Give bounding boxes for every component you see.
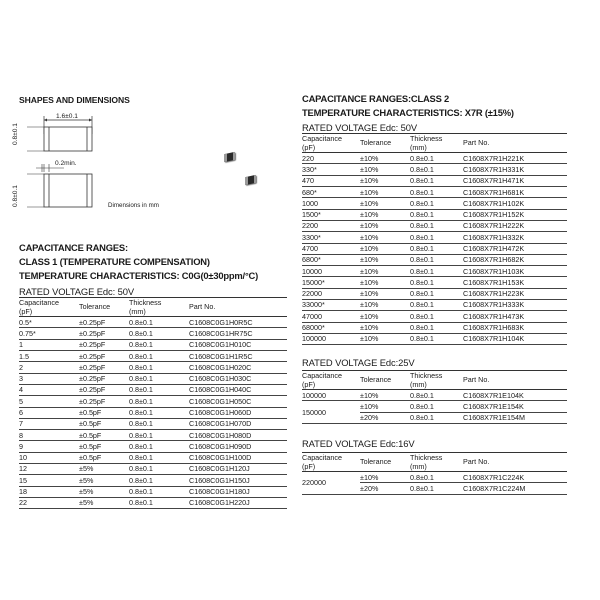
thickness-cell: 0.8±0.1	[129, 419, 153, 429]
tolerance-cell: ±0.25pF	[79, 340, 106, 350]
part-no-cell: C1608X7R1H222K	[463, 221, 525, 231]
part-no-cell: C1608X7R1H473K	[463, 311, 525, 321]
table-row	[302, 288, 567, 299]
table-row	[302, 175, 567, 186]
part-no-cell: C1608X7R1H103K	[463, 266, 525, 276]
class1-title-line3: TEMPERATURE CHARACTERISTICS: C0G(0±30ppm/°C)	[19, 270, 258, 281]
capacitance-cell: 10000	[302, 266, 322, 276]
tolerance-cell: ±10%	[360, 472, 379, 482]
table-row	[19, 396, 287, 407]
tolerance-cell: ±10%	[360, 210, 379, 220]
part-no-cell: C1608C0G1H070D	[189, 419, 252, 429]
table-row	[19, 486, 287, 497]
capacitance-cell: 100000	[302, 390, 326, 400]
capacitance-cell: 2	[19, 362, 23, 372]
tolerance-cell: ±5%	[79, 475, 94, 485]
class2-16v-rated-voltage: RATED VOLTAGE Edc:16V	[302, 438, 415, 449]
capacitance-cell: 6	[19, 408, 23, 417]
capacitance-cell: 12	[19, 464, 27, 474]
tolerance-cell: ±5%	[79, 464, 94, 474]
tolerance-header: Tolerance	[79, 302, 111, 312]
table-row	[302, 277, 567, 288]
capacitance-cell: 220000	[302, 472, 360, 495]
part-no-cell: C1608C0G1H180J	[189, 487, 250, 497]
tolerance-cell: ±10%	[360, 323, 379, 333]
thickness-cell: 0.8±0.1	[410, 483, 434, 493]
part-no-cell: C1608C0G1H090D	[189, 441, 252, 451]
capacitance-cell: 8	[19, 430, 23, 440]
thickness-cell: 0.8±0.1	[129, 362, 153, 372]
tolerance-cell: ±10%	[360, 390, 379, 400]
thickness-cell: 0.8±0.1	[410, 323, 434, 333]
table-header-row	[302, 371, 567, 390]
thickness-cell: 0.8±0.1	[410, 164, 434, 174]
thickness-cell: 0.8±0.1	[410, 334, 434, 344]
tolerance-cell: ±10%	[360, 255, 379, 265]
table-row	[302, 187, 567, 198]
tolerance-cell: ±10%	[360, 334, 379, 344]
part-no-cell: C1608X7R1E104K	[463, 390, 524, 400]
capacitance-cell: 5	[19, 396, 23, 406]
thickness-cell: 0.8±0.1	[410, 266, 434, 276]
tolerance-cell: ±0.25pF	[79, 351, 106, 361]
capacitance-cell: 220	[302, 153, 314, 163]
class2-heading	[302, 92, 514, 120]
tolerance-cell: ±10%	[360, 176, 379, 186]
capacitance-cell: 3	[19, 374, 23, 384]
tolerance-cell: ±10%	[360, 187, 379, 197]
table-row	[19, 452, 287, 463]
capacitance-cell: 330*	[302, 164, 317, 174]
thickness-cell: 0.8±0.1	[129, 430, 153, 440]
part-no-cell: C1608C0G1H040C	[189, 385, 252, 395]
table-header-row	[302, 134, 567, 153]
class1-title-line1: CAPACITANCE RANGES:	[19, 242, 128, 253]
table-row	[19, 441, 287, 452]
class2-25v-rated-voltage: RATED VOLTAGE Edc:25V	[302, 357, 415, 368]
table-row	[19, 373, 287, 384]
thickness-cell: 0.8±0.1	[129, 464, 153, 474]
tolerance-cell: ±10%	[360, 221, 379, 231]
table-row	[19, 384, 287, 395]
part-no-cell: C1608X7R1C224M	[463, 483, 526, 493]
thickness-cell: 0.8±0.1	[129, 340, 153, 350]
class1-title-line2: CLASS 1 (TEMPERATURE COMPENSATION)	[19, 256, 210, 267]
capacitance-cell: 10	[19, 453, 27, 463]
dimensions-note: Dimensions in mm	[108, 202, 159, 209]
thickness-cell: 0.8±0.1	[129, 408, 153, 417]
thickness-cell: 0.8±0.1	[129, 328, 153, 338]
table-row	[19, 351, 287, 362]
part-no-cell: C1608C0G1H100D	[189, 453, 252, 463]
class2-16v-table	[302, 452, 567, 495]
tolerance-header: Tolerance	[360, 138, 392, 148]
part-no-cell: C1608C0G1H010C	[189, 340, 252, 350]
table-header-row	[302, 453, 567, 472]
table-row	[19, 475, 287, 486]
tolerance-cell: ±0.5pF	[79, 453, 102, 463]
class1-table	[19, 297, 287, 509]
part-no-cell: C1608X7R1E154K	[463, 401, 524, 411]
part-no-cell: C1608X7R1C224K	[463, 472, 525, 482]
capacitance-cell: 2200	[302, 221, 318, 231]
table-row	[302, 232, 567, 243]
table-row	[19, 497, 287, 508]
class2-title-line2: TEMPERATURE CHARACTERISTICS: X7R (±15%)	[302, 107, 514, 118]
thickness-cell: 0.8±0.1	[410, 210, 434, 220]
tolerance-cell: ±10%	[360, 266, 379, 276]
capacitance-cell: 1000	[302, 198, 318, 208]
tolerance-cell: ±0.25pF	[79, 317, 106, 327]
thickness-cell: 0.8±0.1	[129, 453, 153, 463]
tolerance-cell: ±10%	[360, 198, 379, 208]
capacitance-cell: 15000*	[302, 277, 325, 287]
capacitance-cell: 1.5	[19, 351, 29, 361]
thickness-cell: 0.8±0.1	[410, 289, 434, 299]
thickness-cell: 0.8±0.1	[410, 232, 434, 242]
thickness-cell: 0.8±0.1	[410, 153, 434, 163]
tolerance-cell: ±10%	[360, 244, 379, 253]
tolerance-cell: ±5%	[79, 487, 94, 497]
capacitance-cell: 150000	[302, 401, 360, 424]
part-no-cell: C1608C0G1HR75C	[189, 328, 253, 338]
table-row	[302, 472, 567, 483]
capacitance-header: Capacitance (pF)	[302, 453, 342, 471]
tolerance-cell: ±20%	[360, 483, 379, 493]
tolerance-cell: ±0.5pF	[79, 419, 102, 429]
terminal-dimension-label: 0.2min.	[55, 160, 77, 167]
thickness-cell: 0.8±0.1	[410, 244, 434, 253]
table-row	[19, 430, 287, 441]
capacitance-cell: 4700	[302, 244, 318, 253]
tolerance-cell: ±10%	[360, 232, 379, 242]
thickness-cell: 0.8±0.1	[410, 277, 434, 287]
capacitance-cell: 9	[19, 441, 23, 451]
table-header-row	[19, 298, 287, 317]
table-row	[19, 328, 287, 339]
class2-50v-table	[302, 133, 567, 345]
part-no-cell: C1608X7R1H682K	[463, 255, 525, 265]
thickness-cell: 0.8±0.1	[410, 413, 434, 423]
part-no-cell: C1608X7R1H102K	[463, 198, 525, 208]
part-no-cell: C1608C0G1H020C	[189, 362, 252, 372]
table-row	[19, 464, 287, 475]
class1-heading	[19, 241, 258, 283]
table-row	[19, 339, 287, 350]
table-row	[302, 220, 567, 231]
chip-photo-1	[224, 152, 235, 162]
table-row	[302, 300, 567, 311]
thickness-cell: 0.8±0.1	[129, 351, 153, 361]
part-no-cell: C1608C0G1H080D	[189, 430, 252, 440]
thickness-cell: 0.8±0.1	[410, 255, 434, 265]
tolerance-header: Tolerance	[360, 457, 392, 467]
tolerance-cell: ±10%	[360, 164, 379, 174]
thickness-header: Thickness (mm)	[129, 298, 162, 316]
capacitance-cell: 470	[302, 176, 314, 186]
part-no-cell: C1608X7R1H153K	[463, 277, 525, 287]
thickness-cell: 0.8±0.1	[410, 390, 434, 400]
capacitance-cell: 47000	[302, 311, 322, 321]
capacitance-cell: 1500*	[302, 210, 321, 220]
capacitance-cell: 0.75*	[19, 328, 36, 338]
thickness-cell: 0.8±0.1	[410, 311, 434, 321]
tolerance-cell: ±10%	[360, 311, 379, 321]
class1-rated-voltage: RATED VOLTAGE Edc: 50V	[19, 286, 135, 297]
tolerance-cell: ±0.5pF	[79, 408, 102, 417]
capacitance-cell: 22	[19, 498, 27, 508]
part-no-cell: C1608X7R1H223K	[463, 289, 525, 299]
capacitance-cell: 68000*	[302, 323, 325, 333]
table-row	[302, 390, 567, 401]
tolerance-cell: ±0.25pF	[79, 362, 106, 372]
height-dimension-label-top: 0.8±0.1	[12, 123, 19, 145]
tolerance-cell: ±10%	[360, 277, 379, 287]
table-row	[302, 311, 567, 322]
capacitance-cell: 3300*	[302, 232, 321, 242]
table-row	[302, 164, 567, 175]
part-no-cell: C1608X7R1H681K	[463, 187, 525, 197]
tolerance-cell: ±0.25pF	[79, 385, 106, 395]
table-row	[302, 333, 567, 344]
capacitance-cell: 100000	[302, 334, 326, 344]
capacitance-cell: 22000	[302, 289, 322, 299]
table-row	[19, 362, 287, 373]
thickness-cell: 0.8±0.1	[410, 221, 434, 231]
capacitance-cell: 15	[19, 475, 27, 485]
part-no-cell: C1608C0G1H030C	[189, 374, 252, 384]
part-no-cell: C1608X7R1H331K	[463, 164, 525, 174]
tolerance-cell: ±0.25pF	[79, 396, 106, 406]
chip-photo-2	[245, 175, 256, 185]
table-row	[302, 243, 567, 254]
capacitance-header: Capacitance (pF)	[302, 371, 342, 389]
thickness-cell: 0.8±0.1	[129, 317, 153, 327]
table-row	[302, 322, 567, 333]
part-no-cell: C1608C0G1H220J	[189, 498, 250, 508]
part-no-header: Part No.	[189, 302, 216, 312]
part-no-cell: C1608X7R1E154M	[463, 413, 525, 423]
capacitance-cell: 33000*	[302, 300, 325, 310]
tolerance-cell: ±20%	[360, 413, 379, 423]
table-row	[302, 266, 567, 277]
tolerance-cell: ±5%	[79, 498, 94, 508]
part-no-cell: C1608C0G1H150J	[189, 475, 250, 485]
part-no-cell: C1608C0G1H050C	[189, 396, 252, 406]
capacitance-cell: 1	[19, 340, 23, 350]
part-no-cell: C1608X7R1H332K	[463, 232, 525, 242]
part-no-cell: C1608X7R1H472K	[463, 244, 525, 253]
part-no-cell: C1608C0G1H1R5C	[189, 351, 253, 361]
capacitance-cell: 6800*	[302, 255, 321, 265]
part-no-cell: C1608X7R1H471K	[463, 176, 525, 186]
thickness-cell: 0.8±0.1	[129, 498, 153, 508]
capacitance-cell: 680*	[302, 187, 317, 197]
thickness-cell: 0.8±0.1	[410, 300, 434, 310]
thickness-header: Thickness (mm)	[410, 134, 443, 152]
tolerance-cell: ±0.5pF	[79, 441, 102, 451]
part-no-cell: C1608C0G1H060D	[189, 408, 252, 417]
thickness-cell: 0.8±0.1	[410, 198, 434, 208]
tolerance-cell: ±10%	[360, 401, 379, 411]
thickness-cell: 0.8±0.1	[410, 176, 434, 186]
tolerance-cell: ±10%	[360, 289, 379, 299]
capacitance-cell: 4	[19, 385, 23, 395]
part-no-header: Part No.	[463, 138, 490, 148]
thickness-cell: 0.8±0.1	[410, 401, 434, 411]
thickness-cell: 0.8±0.1	[129, 385, 153, 395]
part-no-cell: C1608X7R1H221K	[463, 153, 525, 163]
class2-title-line1: CAPACITANCE RANGES:CLASS 2	[302, 93, 450, 104]
thickness-cell: 0.8±0.1	[129, 487, 153, 497]
capacitance-header: Capacitance (pF)	[302, 134, 342, 152]
part-no-cell: C1608X7R1H333K	[463, 300, 525, 310]
tolerance-cell: ±0.25pF	[79, 328, 106, 338]
table-row	[302, 254, 567, 265]
capacitance-header: Capacitance (pF)	[19, 298, 59, 316]
table-row	[302, 153, 567, 164]
tolerance-header: Tolerance	[360, 375, 392, 385]
table-row	[302, 401, 567, 412]
thickness-cell: 0.8±0.1	[129, 396, 153, 406]
thickness-cell: 0.8±0.1	[410, 472, 434, 482]
part-no-cell: C1608C0G1H0R5C	[189, 317, 253, 327]
thickness-cell: 0.8±0.1	[129, 374, 153, 384]
thickness-cell: 0.8±0.1	[129, 441, 153, 451]
table-row	[19, 418, 287, 429]
tolerance-cell: ±10%	[360, 300, 379, 310]
part-no-cell: C1608X7R1H683K	[463, 323, 525, 333]
capacitance-cell: 18	[19, 487, 27, 497]
table-row	[19, 407, 287, 418]
thickness-header: Thickness (mm)	[410, 371, 443, 389]
class2-50v-rated-voltage: RATED VOLTAGE Edc: 50V	[302, 122, 418, 133]
table-row	[302, 209, 567, 220]
part-no-header: Part No.	[463, 457, 490, 467]
capacitance-cell: 7	[19, 419, 23, 429]
table-row	[302, 198, 567, 209]
tolerance-cell: ±0.5pF	[79, 430, 102, 440]
capacitance-cell: 0.5*	[19, 317, 32, 327]
thickness-cell: 0.8±0.1	[129, 475, 153, 485]
thickness-cell: 0.8±0.1	[410, 187, 434, 197]
tolerance-cell: ±0.25pF	[79, 374, 106, 384]
tolerance-cell: ±10%	[360, 153, 379, 163]
class2-25v-table	[302, 370, 567, 424]
height-dimension-label-bottom: 0.8±0.1	[12, 185, 19, 207]
thickness-header: Thickness (mm)	[410, 453, 443, 471]
part-no-cell: C1608X7R1H104K	[463, 334, 525, 344]
length-dimension-label: 1.6±0.1	[56, 113, 78, 120]
shapes-title: SHAPES AND DIMENSIONS	[19, 95, 130, 105]
part-no-cell: C1608X7R1H152K	[463, 210, 525, 220]
table-row	[19, 317, 287, 328]
part-no-cell: C1608C0G1H120J	[189, 464, 250, 474]
part-no-header: Part No.	[463, 375, 490, 385]
